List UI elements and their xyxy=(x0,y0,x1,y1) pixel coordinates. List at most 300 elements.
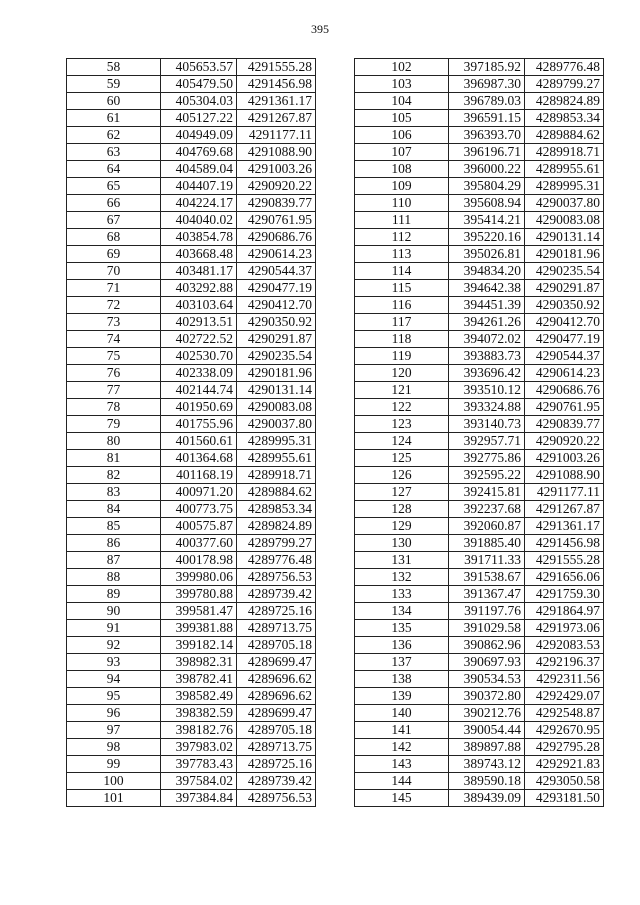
y-coordinate-cell: 4289799.27 xyxy=(237,535,316,552)
point-number-cell: 127 xyxy=(355,484,449,501)
y-coordinate-cell: 4290614.23 xyxy=(525,365,604,382)
table-row xyxy=(67,518,316,535)
x-coordinate-cell: 392595.22 xyxy=(449,467,525,484)
point-number-cell: 124 xyxy=(355,433,449,450)
point-number-cell: 101 xyxy=(67,790,161,807)
table-row xyxy=(67,603,316,620)
y-coordinate-cell: 4290350.92 xyxy=(237,314,316,331)
point-number-cell: 123 xyxy=(355,416,449,433)
table-row xyxy=(355,399,604,416)
y-coordinate-cell: 4291003.26 xyxy=(237,161,316,178)
x-coordinate-cell: 401364.68 xyxy=(161,450,237,467)
table-row xyxy=(355,144,604,161)
y-coordinate-cell: 4289739.42 xyxy=(237,586,316,603)
x-coordinate-cell: 396789.03 xyxy=(449,93,525,110)
point-number-cell: 108 xyxy=(355,161,449,178)
x-coordinate-cell: 400575.87 xyxy=(161,518,237,535)
x-coordinate-cell: 396591.15 xyxy=(449,110,525,127)
y-coordinate-cell: 4289995.31 xyxy=(525,178,604,195)
table-row xyxy=(67,161,316,178)
y-coordinate-cell: 4289853.34 xyxy=(237,501,316,518)
table-row xyxy=(67,229,316,246)
y-coordinate-cell: 4292429.07 xyxy=(525,688,604,705)
x-coordinate-cell: 403292.88 xyxy=(161,280,237,297)
table-row xyxy=(67,654,316,671)
y-coordinate-cell: 4290614.23 xyxy=(237,246,316,263)
y-coordinate-cell: 4290235.54 xyxy=(525,263,604,280)
coordinates-table-left-body xyxy=(67,59,316,807)
x-coordinate-cell: 397983.02 xyxy=(161,739,237,756)
point-number-cell: 119 xyxy=(355,348,449,365)
table-row xyxy=(67,399,316,416)
y-coordinate-cell: 4290544.37 xyxy=(237,263,316,280)
point-number-cell: 113 xyxy=(355,246,449,263)
y-coordinate-cell: 4292196.37 xyxy=(525,654,604,671)
y-coordinate-cell: 4289713.75 xyxy=(237,620,316,637)
table-row xyxy=(355,365,604,382)
point-number-cell: 139 xyxy=(355,688,449,705)
x-coordinate-cell: 392237.68 xyxy=(449,501,525,518)
y-coordinate-cell: 4289884.62 xyxy=(525,127,604,144)
x-coordinate-cell: 391029.58 xyxy=(449,620,525,637)
table-row xyxy=(67,756,316,773)
point-number-cell: 112 xyxy=(355,229,449,246)
x-coordinate-cell: 397384.84 xyxy=(161,790,237,807)
table-row xyxy=(355,484,604,501)
x-coordinate-cell: 399182.14 xyxy=(161,637,237,654)
x-coordinate-cell: 405127.22 xyxy=(161,110,237,127)
point-number-cell: 144 xyxy=(355,773,449,790)
table-row xyxy=(355,382,604,399)
x-coordinate-cell: 392415.81 xyxy=(449,484,525,501)
y-coordinate-cell: 4291267.87 xyxy=(525,501,604,518)
table-row xyxy=(355,790,604,807)
point-number-cell: 97 xyxy=(67,722,161,739)
y-coordinate-cell: 4289699.47 xyxy=(237,705,316,722)
y-coordinate-cell: 4290083.08 xyxy=(525,212,604,229)
point-number-cell: 109 xyxy=(355,178,449,195)
table-row xyxy=(67,773,316,790)
y-coordinate-cell: 4291864.97 xyxy=(525,603,604,620)
x-coordinate-cell: 398782.41 xyxy=(161,671,237,688)
y-coordinate-cell: 4291177.11 xyxy=(525,484,604,501)
point-number-cell: 68 xyxy=(67,229,161,246)
point-number-cell: 130 xyxy=(355,535,449,552)
point-number-cell: 145 xyxy=(355,790,449,807)
point-number-cell: 107 xyxy=(355,144,449,161)
point-number-cell: 131 xyxy=(355,552,449,569)
y-coordinate-cell: 4292670.95 xyxy=(525,722,604,739)
y-coordinate-cell: 4289705.18 xyxy=(237,637,316,654)
x-coordinate-cell: 397185.92 xyxy=(449,59,525,76)
y-coordinate-cell: 4289918.71 xyxy=(237,467,316,484)
y-coordinate-cell: 4289696.62 xyxy=(237,688,316,705)
table-row xyxy=(67,178,316,195)
y-coordinate-cell: 4289776.48 xyxy=(237,552,316,569)
y-coordinate-cell: 4292083.53 xyxy=(525,637,604,654)
x-coordinate-cell: 401560.61 xyxy=(161,433,237,450)
x-coordinate-cell: 400178.98 xyxy=(161,552,237,569)
y-coordinate-cell: 4290839.77 xyxy=(525,416,604,433)
point-number-cell: 83 xyxy=(67,484,161,501)
y-coordinate-cell: 4290412.70 xyxy=(525,314,604,331)
point-number-cell: 102 xyxy=(355,59,449,76)
table-row xyxy=(355,280,604,297)
table-row xyxy=(355,637,604,654)
x-coordinate-cell: 405653.57 xyxy=(161,59,237,76)
point-number-cell: 141 xyxy=(355,722,449,739)
x-coordinate-cell: 389743.12 xyxy=(449,756,525,773)
point-number-cell: 115 xyxy=(355,280,449,297)
table-row xyxy=(355,501,604,518)
y-coordinate-cell: 4291088.90 xyxy=(237,144,316,161)
point-number-cell: 60 xyxy=(67,93,161,110)
x-coordinate-cell: 394642.38 xyxy=(449,280,525,297)
y-coordinate-cell: 4291003.26 xyxy=(525,450,604,467)
y-coordinate-cell: 4290181.96 xyxy=(525,246,604,263)
table-row xyxy=(67,620,316,637)
point-number-cell: 134 xyxy=(355,603,449,620)
table-row xyxy=(355,195,604,212)
point-number-cell: 71 xyxy=(67,280,161,297)
table-row xyxy=(67,382,316,399)
point-number-cell: 140 xyxy=(355,705,449,722)
x-coordinate-cell: 390534.53 xyxy=(449,671,525,688)
table-row xyxy=(67,739,316,756)
x-coordinate-cell: 395026.81 xyxy=(449,246,525,263)
y-coordinate-cell: 4289696.62 xyxy=(237,671,316,688)
table-row xyxy=(355,722,604,739)
x-coordinate-cell: 400377.60 xyxy=(161,535,237,552)
table-row xyxy=(67,790,316,807)
x-coordinate-cell: 393140.73 xyxy=(449,416,525,433)
y-coordinate-cell: 4291088.90 xyxy=(525,467,604,484)
x-coordinate-cell: 391711.33 xyxy=(449,552,525,569)
y-coordinate-cell: 4291555.28 xyxy=(525,552,604,569)
x-coordinate-cell: 393510.12 xyxy=(449,382,525,399)
y-coordinate-cell: 4292795.28 xyxy=(525,739,604,756)
x-coordinate-cell: 404040.02 xyxy=(161,212,237,229)
x-coordinate-cell: 390054.44 xyxy=(449,722,525,739)
y-coordinate-cell: 4290037.80 xyxy=(525,195,604,212)
table-row xyxy=(67,76,316,93)
y-coordinate-cell: 4289799.27 xyxy=(525,76,604,93)
x-coordinate-cell: 392775.86 xyxy=(449,450,525,467)
table-row xyxy=(67,416,316,433)
point-number-cell: 100 xyxy=(67,773,161,790)
x-coordinate-cell: 401950.69 xyxy=(161,399,237,416)
table-row xyxy=(355,756,604,773)
x-coordinate-cell: 394261.26 xyxy=(449,314,525,331)
table-row xyxy=(67,433,316,450)
y-coordinate-cell: 4290477.19 xyxy=(525,331,604,348)
table-row xyxy=(355,654,604,671)
y-coordinate-cell: 4290291.87 xyxy=(525,280,604,297)
y-coordinate-cell: 4289955.61 xyxy=(237,450,316,467)
y-coordinate-cell: 4291177.11 xyxy=(237,127,316,144)
y-coordinate-cell: 4292548.87 xyxy=(525,705,604,722)
table-row xyxy=(67,59,316,76)
point-number-cell: 70 xyxy=(67,263,161,280)
x-coordinate-cell: 404769.68 xyxy=(161,144,237,161)
point-number-cell: 61 xyxy=(67,110,161,127)
table-row xyxy=(67,450,316,467)
y-coordinate-cell: 4290761.95 xyxy=(237,212,316,229)
y-coordinate-cell: 4292921.83 xyxy=(525,756,604,773)
table-row xyxy=(355,110,604,127)
table-row xyxy=(355,178,604,195)
table-row xyxy=(67,280,316,297)
point-number-cell: 69 xyxy=(67,246,161,263)
x-coordinate-cell: 402913.51 xyxy=(161,314,237,331)
point-number-cell: 80 xyxy=(67,433,161,450)
table-row xyxy=(67,467,316,484)
table-row xyxy=(355,263,604,280)
table-row xyxy=(67,501,316,518)
y-coordinate-cell: 4291361.17 xyxy=(237,93,316,110)
point-number-cell: 117 xyxy=(355,314,449,331)
table-row xyxy=(355,450,604,467)
x-coordinate-cell: 390697.93 xyxy=(449,654,525,671)
point-number-cell: 142 xyxy=(355,739,449,756)
table-row xyxy=(355,348,604,365)
point-number-cell: 106 xyxy=(355,127,449,144)
y-coordinate-cell: 4290412.70 xyxy=(237,297,316,314)
x-coordinate-cell: 401755.96 xyxy=(161,416,237,433)
x-coordinate-cell: 397783.43 xyxy=(161,756,237,773)
y-coordinate-cell: 4290686.76 xyxy=(525,382,604,399)
point-number-cell: 116 xyxy=(355,297,449,314)
point-number-cell: 78 xyxy=(67,399,161,416)
x-coordinate-cell: 402722.52 xyxy=(161,331,237,348)
table-row xyxy=(67,212,316,229)
x-coordinate-cell: 395414.21 xyxy=(449,212,525,229)
x-coordinate-cell: 395220.16 xyxy=(449,229,525,246)
x-coordinate-cell: 403854.78 xyxy=(161,229,237,246)
point-number-cell: 65 xyxy=(67,178,161,195)
point-number-cell: 89 xyxy=(67,586,161,603)
coordinates-table-right xyxy=(354,58,604,807)
point-number-cell: 82 xyxy=(67,467,161,484)
table-row xyxy=(355,331,604,348)
point-number-cell: 63 xyxy=(67,144,161,161)
point-number-cell: 128 xyxy=(355,501,449,518)
x-coordinate-cell: 403103.64 xyxy=(161,297,237,314)
x-coordinate-cell: 399780.88 xyxy=(161,586,237,603)
y-coordinate-cell: 4289776.48 xyxy=(525,59,604,76)
point-number-cell: 126 xyxy=(355,467,449,484)
y-coordinate-cell: 4290131.14 xyxy=(525,229,604,246)
table-row xyxy=(355,705,604,722)
table-row xyxy=(67,195,316,212)
x-coordinate-cell: 402530.70 xyxy=(161,348,237,365)
x-coordinate-cell: 396393.70 xyxy=(449,127,525,144)
point-number-cell: 110 xyxy=(355,195,449,212)
table-row xyxy=(355,127,604,144)
table-row xyxy=(67,705,316,722)
table-row xyxy=(67,535,316,552)
x-coordinate-cell: 390372.80 xyxy=(449,688,525,705)
y-coordinate-cell: 4289705.18 xyxy=(237,722,316,739)
table-row xyxy=(355,620,604,637)
y-coordinate-cell: 4291973.06 xyxy=(525,620,604,637)
table-row xyxy=(355,416,604,433)
y-coordinate-cell: 4290350.92 xyxy=(525,297,604,314)
table-row xyxy=(67,722,316,739)
point-number-cell: 76 xyxy=(67,365,161,382)
table-row xyxy=(67,484,316,501)
point-number-cell: 132 xyxy=(355,569,449,586)
point-number-cell: 72 xyxy=(67,297,161,314)
y-coordinate-cell: 4289955.61 xyxy=(525,161,604,178)
point-number-cell: 135 xyxy=(355,620,449,637)
table-row xyxy=(355,297,604,314)
x-coordinate-cell: 396196.71 xyxy=(449,144,525,161)
table-row xyxy=(67,671,316,688)
x-coordinate-cell: 389590.18 xyxy=(449,773,525,790)
x-coordinate-cell: 394451.39 xyxy=(449,297,525,314)
point-number-cell: 64 xyxy=(67,161,161,178)
y-coordinate-cell: 4291759.30 xyxy=(525,586,604,603)
table-row xyxy=(355,671,604,688)
y-coordinate-cell: 4292311.56 xyxy=(525,671,604,688)
point-number-cell: 67 xyxy=(67,212,161,229)
point-number-cell: 111 xyxy=(355,212,449,229)
point-number-cell: 129 xyxy=(355,518,449,535)
y-coordinate-cell: 4290920.22 xyxy=(525,433,604,450)
y-coordinate-cell: 4289824.89 xyxy=(237,518,316,535)
table-row xyxy=(67,365,316,382)
x-coordinate-cell: 396987.30 xyxy=(449,76,525,93)
table-row xyxy=(355,518,604,535)
table-row xyxy=(67,688,316,705)
y-coordinate-cell: 4293050.58 xyxy=(525,773,604,790)
x-coordinate-cell: 404224.17 xyxy=(161,195,237,212)
table-row xyxy=(355,535,604,552)
table-row xyxy=(67,127,316,144)
x-coordinate-cell: 393883.73 xyxy=(449,348,525,365)
point-number-cell: 99 xyxy=(67,756,161,773)
x-coordinate-cell: 403481.17 xyxy=(161,263,237,280)
point-number-cell: 58 xyxy=(67,59,161,76)
table-row xyxy=(355,433,604,450)
table-row xyxy=(355,739,604,756)
point-number-cell: 85 xyxy=(67,518,161,535)
point-number-cell: 104 xyxy=(355,93,449,110)
table-row xyxy=(355,229,604,246)
y-coordinate-cell: 4289713.75 xyxy=(237,739,316,756)
point-number-cell: 90 xyxy=(67,603,161,620)
point-number-cell: 105 xyxy=(355,110,449,127)
page-number: 395 xyxy=(311,22,329,36)
x-coordinate-cell: 389439.09 xyxy=(449,790,525,807)
point-number-cell: 74 xyxy=(67,331,161,348)
y-coordinate-cell: 4290839.77 xyxy=(237,195,316,212)
table-row xyxy=(67,586,316,603)
table-row xyxy=(67,297,316,314)
x-coordinate-cell: 395804.29 xyxy=(449,178,525,195)
point-number-cell: 79 xyxy=(67,416,161,433)
x-coordinate-cell: 398182.76 xyxy=(161,722,237,739)
y-coordinate-cell: 4291456.98 xyxy=(525,535,604,552)
y-coordinate-cell: 4290083.08 xyxy=(237,399,316,416)
y-coordinate-cell: 4290291.87 xyxy=(237,331,316,348)
point-number-cell: 125 xyxy=(355,450,449,467)
point-number-cell: 121 xyxy=(355,382,449,399)
y-coordinate-cell: 4290544.37 xyxy=(525,348,604,365)
y-coordinate-cell: 4289995.31 xyxy=(237,433,316,450)
point-number-cell: 86 xyxy=(67,535,161,552)
coordinates-table-left xyxy=(66,58,316,807)
point-number-cell: 94 xyxy=(67,671,161,688)
point-number-cell: 73 xyxy=(67,314,161,331)
point-number-cell: 59 xyxy=(67,76,161,93)
x-coordinate-cell: 402144.74 xyxy=(161,382,237,399)
y-coordinate-cell: 4291361.17 xyxy=(525,518,604,535)
x-coordinate-cell: 390862.96 xyxy=(449,637,525,654)
table-row xyxy=(67,637,316,654)
point-number-cell: 138 xyxy=(355,671,449,688)
table-row xyxy=(355,688,604,705)
x-coordinate-cell: 400971.20 xyxy=(161,484,237,501)
table-row xyxy=(355,314,604,331)
point-number-cell: 143 xyxy=(355,756,449,773)
x-coordinate-cell: 391367.47 xyxy=(449,586,525,603)
y-coordinate-cell: 4290686.76 xyxy=(237,229,316,246)
point-number-cell: 75 xyxy=(67,348,161,365)
x-coordinate-cell: 391538.67 xyxy=(449,569,525,586)
table-row xyxy=(67,314,316,331)
point-number-cell: 88 xyxy=(67,569,161,586)
point-number-cell: 95 xyxy=(67,688,161,705)
x-coordinate-cell: 395608.94 xyxy=(449,195,525,212)
y-coordinate-cell: 4290181.96 xyxy=(237,365,316,382)
y-coordinate-cell: 4289739.42 xyxy=(237,773,316,790)
y-coordinate-cell: 4289725.16 xyxy=(237,603,316,620)
point-number-cell: 96 xyxy=(67,705,161,722)
table-row xyxy=(355,586,604,603)
y-coordinate-cell: 4289725.16 xyxy=(237,756,316,773)
point-number-cell: 81 xyxy=(67,450,161,467)
y-coordinate-cell: 4291267.87 xyxy=(237,110,316,127)
table-row xyxy=(67,110,316,127)
y-coordinate-cell: 4289699.47 xyxy=(237,654,316,671)
table-row xyxy=(67,144,316,161)
x-coordinate-cell: 393696.42 xyxy=(449,365,525,382)
x-coordinate-cell: 399381.88 xyxy=(161,620,237,637)
point-number-cell: 136 xyxy=(355,637,449,654)
table-row xyxy=(355,93,604,110)
point-number-cell: 133 xyxy=(355,586,449,603)
y-coordinate-cell: 4291656.06 xyxy=(525,569,604,586)
x-coordinate-cell: 393324.88 xyxy=(449,399,525,416)
y-coordinate-cell: 4291555.28 xyxy=(237,59,316,76)
x-coordinate-cell: 404949.09 xyxy=(161,127,237,144)
table-row xyxy=(355,212,604,229)
coordinates-table-right-body xyxy=(355,59,604,807)
y-coordinate-cell: 4290477.19 xyxy=(237,280,316,297)
x-coordinate-cell: 391197.76 xyxy=(449,603,525,620)
x-coordinate-cell: 403668.48 xyxy=(161,246,237,263)
point-number-cell: 103 xyxy=(355,76,449,93)
point-number-cell: 87 xyxy=(67,552,161,569)
table-row xyxy=(355,246,604,263)
point-number-cell: 98 xyxy=(67,739,161,756)
x-coordinate-cell: 401168.19 xyxy=(161,467,237,484)
point-number-cell: 137 xyxy=(355,654,449,671)
table-row xyxy=(355,467,604,484)
y-coordinate-cell: 4289756.53 xyxy=(237,790,316,807)
